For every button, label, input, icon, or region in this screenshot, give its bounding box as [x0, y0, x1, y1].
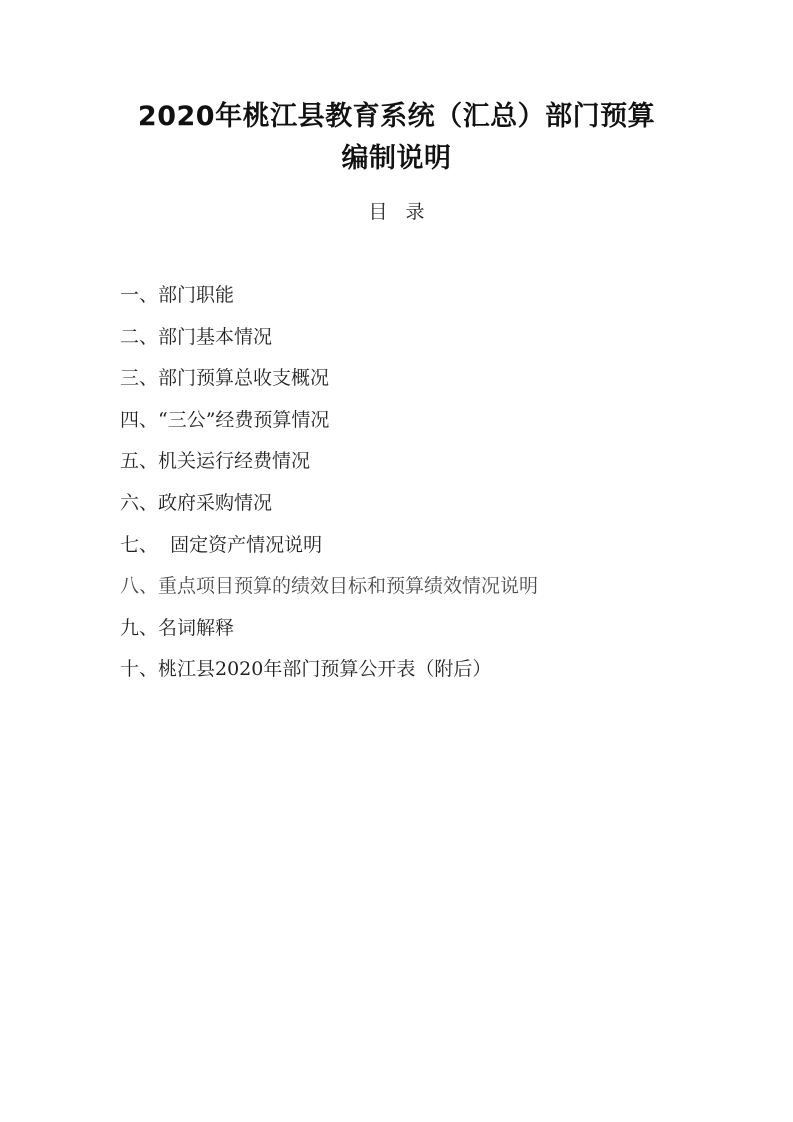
- toc-item-three-public-expenses: 四、“三公”经费预算情况: [120, 408, 330, 431]
- toc-item-glossary: 九、名词解释: [120, 616, 235, 639]
- toc-item-budget-overview: 三、部门预算总收支概况: [120, 367, 330, 390]
- document-subtitle: 编制说明: [341, 143, 452, 174]
- document-title: 2020年桃江县教育系统（汇总）部门预算: [137, 101, 656, 132]
- toc-item-government-procurement: 六、政府采购情况: [120, 491, 273, 514]
- toc-item-performance-goals: 八、重点项目预算的绩效目标和预算绩效情况说明: [120, 575, 539, 598]
- toc-item-operating-expenses: 五、机关运行经费情况: [120, 450, 311, 473]
- toc-item-fixed-assets: 七、 固定资产情况说明: [120, 533, 323, 556]
- toc-item-department-functions: 一、部门职能: [120, 284, 235, 306]
- toc-heading: 目录: [368, 201, 443, 223]
- toc-item-public-tables: 十、桃江县2020年部门预算公开表（附后）: [120, 658, 492, 681]
- table-of-contents: [120, 281, 740, 697]
- toc-item-department-basics: 二、部门基本情况: [120, 325, 273, 348]
